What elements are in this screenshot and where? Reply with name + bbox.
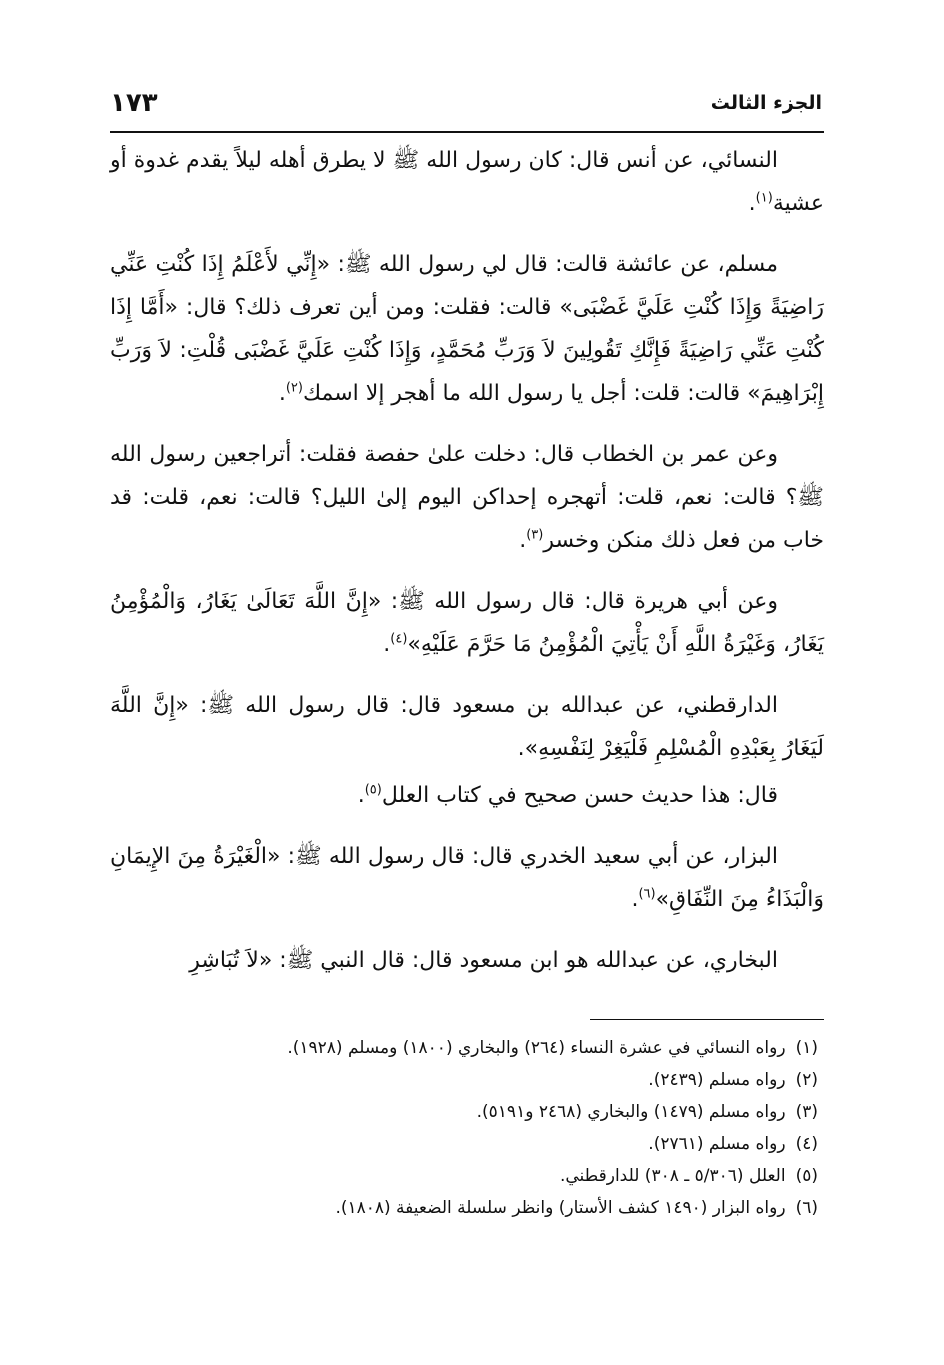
paragraph: قال: هذا حديث حسن صحيح في كتاب العلل$^{(٥)}$. bbox=[357, 782, 778, 808]
page-number: ١٧٣ bbox=[110, 88, 158, 118]
paragraph: البزار، عن أبي سعيد الخدري قال: قال رسول الله ﷺ: «الْغَيْرَةُ مِنَ الإِيمَانِ وَالْبَذَاءُ مِنَ النِّفَاقِ»$^{(٦)}$. bbox=[110, 844, 824, 912]
footnote-number: (٥) bbox=[795, 1166, 818, 1186]
footnote-item: (٥)العلل (٥/٣٠٦ ـ ٣٠٨) للدارقطني. bbox=[559, 1166, 818, 1186]
footnote-ref[interactable]: (٢) bbox=[285, 380, 303, 396]
footnote-number: (٦) bbox=[795, 1198, 818, 1218]
footnote-item: (٢)رواه مسلم (٢٤٣٩). bbox=[648, 1070, 818, 1090]
paragraph: وعن عمر بن الخطاب قال: دخلت علىٰ حفصة فقلت: أتراجعين رسول الله ﷺ؟ قالت: نعم، قلت: أتهجره إحداكن اليوم إلىٰ الليل؟ قالت: نعم، قلت: قد خاب من فعل ذلك منكن وخسر$^{(٣)}$. bbox=[110, 442, 824, 553]
footnote-divider bbox=[590, 1019, 824, 1020]
footnote-ref[interactable]: (٦) bbox=[638, 886, 656, 902]
paragraph: البخاري، عن عبدالله هو ابن مسعود قال: قال النبي ﷺ: «لاَ تُبَاشِرِ bbox=[189, 948, 778, 973]
footnote-ref[interactable]: (٣) bbox=[526, 527, 544, 543]
main-text bbox=[110, 139, 824, 1000]
paragraph: مسلم، عن عائشة قالت: قال لي رسول الله ﷺ: «إِنِّي لأَعْلَمُ إِذَا كُنْتِ عَنِّي رَاضِيَةً وَإِذَا كُنْتِ عَلَيَّ غَضْبَى» قالت: فقلت: ومن أين تعرف ذلك؟ قال: «أَمَّا إِذَا كُنْتِ عَنِّي رَاضِيَةً فَإِنَّكِ تَقُولِينَ لاَ وَرَبِّ مُحَمَّدٍ، وَإِذَا كُنْتِ عَلَيَّ غَضْبَى قُلْتِ: لاَ وَرَبِّ إِبْرَاهِيمَ» قالت: قلت: أجل يا رسول الله ما أهجر إلا اسمك$^{(٢)}$. bbox=[110, 252, 824, 406]
footnote-ref[interactable]: (٥) bbox=[364, 782, 382, 798]
footnotes bbox=[110, 1032, 824, 1224]
footnote-ref[interactable]: (١) bbox=[755, 190, 773, 206]
footnote-item: (٤)رواه مسلم (٢٧٦١). bbox=[648, 1134, 818, 1154]
footnote-number: (٢) bbox=[795, 1070, 818, 1090]
footnote-item: (٦)رواه البزار (١٤٩٠ كشف الأستار) وانظر سلسلة الضعيفة (١٨٠٨). bbox=[335, 1198, 818, 1218]
footnote-item: (١)رواه النسائي في عشرة النساء (٢٦٤) والبخاري (١٨٠٠) ومسلم (١٩٢٨). bbox=[287, 1038, 818, 1058]
running-title: الجزء الثالث bbox=[710, 92, 822, 114]
footnote-number: (٤) bbox=[795, 1134, 818, 1154]
header-divider bbox=[110, 131, 824, 133]
paragraph: النسائي، عن أنس قال: كان رسول الله ﷺ لا يطرق أهله ليلاً يقدم غدوة أو عشية$^{(١)}$. bbox=[110, 148, 824, 216]
footnote-number: (٣) bbox=[795, 1102, 818, 1122]
footnote-item: (٣)رواه مسلم (١٤٧٩) والبخاري (٢٤٦٨ و٥١٩١). bbox=[476, 1102, 818, 1122]
page-header bbox=[110, 88, 822, 124]
paragraph: الدارقطني، عن عبدالله بن مسعود قال: قال رسول الله ﷺ: «إِنَّ اللَّهَ لَيَغَارُ بِعَبْدِهِ الْمُسْلِمِ فَلْيَغِرْ لِنَفْسِهِ». bbox=[110, 693, 824, 761]
footnote-ref[interactable]: (٤) bbox=[390, 631, 408, 647]
footnote-number: (١) bbox=[795, 1038, 818, 1058]
paragraph: وعن أبي هريرة قال: قال رسول الله ﷺ: «إِنَّ اللَّهَ تَعَالَىٰ يَغَارُ، وَالْمُؤْمِنُ يَغَارُ، وَغَيْرَةُ اللَّهِ أَنْ يَأْتِيَ الْمُؤْمِنُ مَا حَرَّمَ عَلَيْهِ»$^{(٤)}$. bbox=[110, 589, 824, 657]
